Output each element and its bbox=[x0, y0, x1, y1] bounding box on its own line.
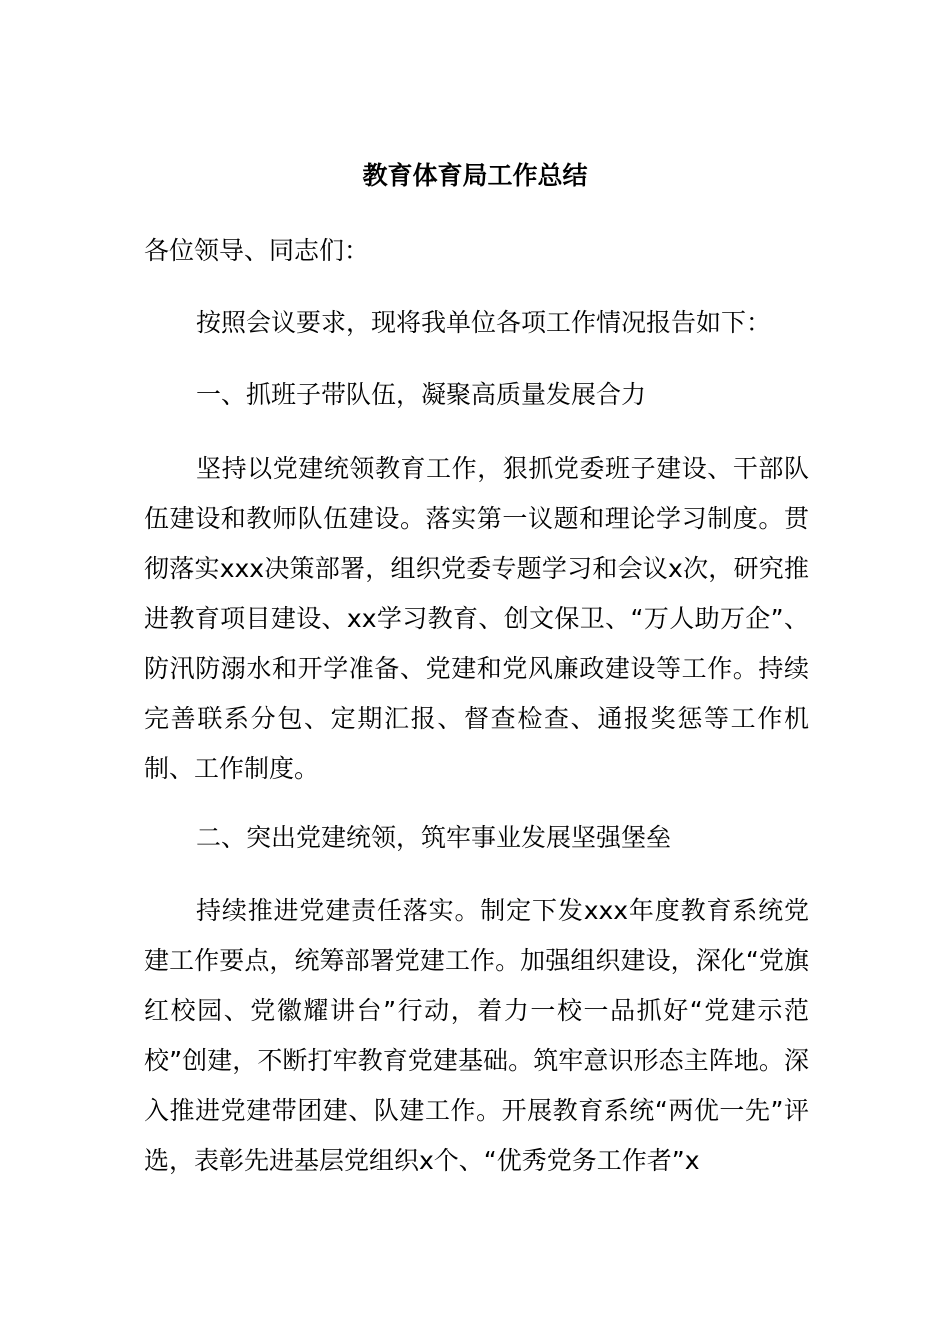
section-body-1: 坚持以党建统领教育工作，狠抓党委班子建设、干部队伍建设和教师队伍建设。落实第一议题和理论学习制度。贯彻落实xxx决策部署，组织党委专题学习和会议x次，研究推进教育项目建设、xx学习教育、创文保卫、“万人助万企”、防汛防溺水和开学准备、党建和党风廉政建设等工作。持续完善联系分包、定期汇报、督查检查、通报奖惩等工作机制、工作制度。 bbox=[144, 454, 809, 783]
greeting: 各位领导、同志们： bbox=[144, 236, 370, 265]
intro-paragraph: 按照会议要求，现将我单位各项工作情况报告如下： bbox=[196, 308, 772, 337]
section-heading-2: 二、突出党建统领，筑牢事业发展坚强堡垒 bbox=[196, 823, 672, 852]
document-title: 教育体育局工作总结 bbox=[362, 161, 588, 190]
section-body-2: 持续推进党建责任落实。制定下发xxx年度教育系统党建工作要点，统筹部署党建工作。加强组织建设，深化“党旗红校园、党徽耀讲台”行动，着力一校一品抓好“党建示范校”创建，不断打牢教育党建基础。筑牢意识形态主阵地。深入推进党建带团建、队建工作。开展教育系统“两优一先”评选，表彰先进基层党组织x个、“优秀党务工作者”x bbox=[144, 896, 809, 1175]
section-heading-1: 一、抓班子带队伍，凝聚高质量发展合力 bbox=[196, 380, 647, 409]
